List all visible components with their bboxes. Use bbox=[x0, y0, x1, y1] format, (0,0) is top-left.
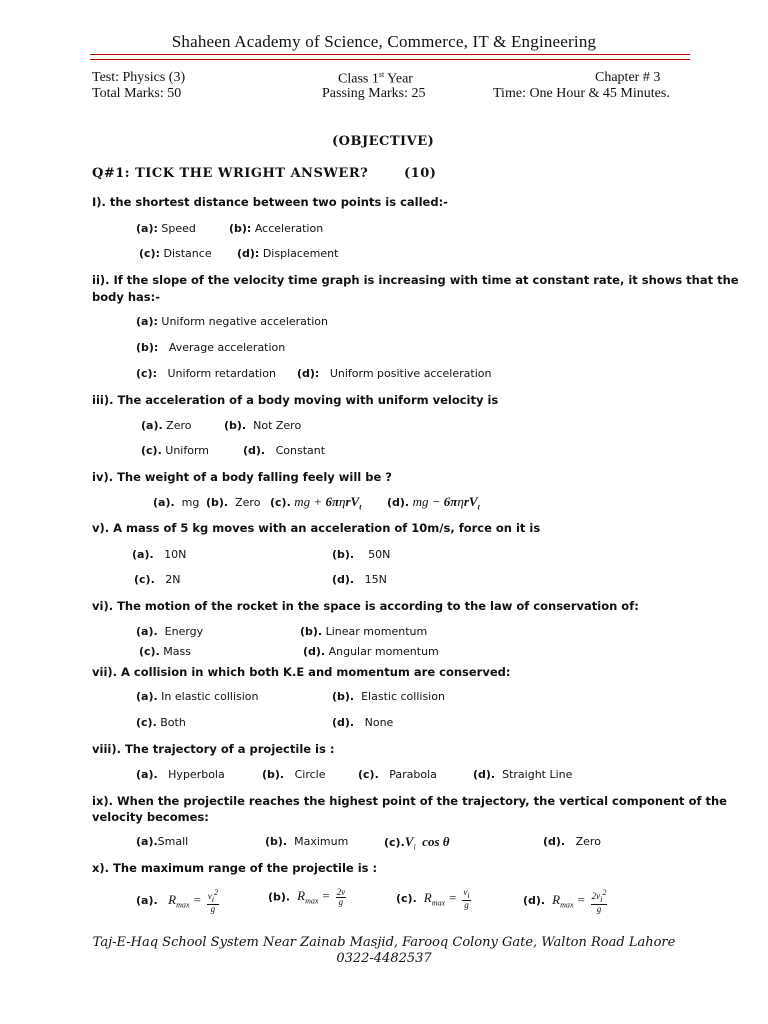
option-d: (d). Straight Line bbox=[473, 768, 573, 781]
option-a: (a).Small bbox=[136, 835, 189, 848]
option-a: (a). 10N bbox=[132, 548, 187, 561]
option-c: (c). mg + 6πηrV$_t$ bbox=[270, 494, 362, 512]
option-d: (d): Displacement bbox=[237, 247, 339, 260]
formula-d: mg − 6πηrV$_t$ bbox=[412, 494, 480, 512]
option-b: (b). Circle bbox=[262, 768, 326, 781]
question-7: vii). A collision in which both K.E and momentum are conserved: bbox=[92, 665, 511, 679]
option-a: (a). Zero bbox=[141, 419, 192, 432]
option-c: (c). Parabola bbox=[358, 768, 437, 781]
section-title: (OBJECTIVE) bbox=[332, 134, 435, 149]
option-b: (b). Not Zero bbox=[224, 419, 302, 432]
option-d: (d). mg − 6πηrV$_t$ bbox=[387, 494, 480, 512]
option-a: (a). $R_{max}$ = $\frac{v_i^2}{g}$ bbox=[136, 888, 221, 914]
footer-phone: 0322-4482537 bbox=[336, 951, 432, 966]
question-4: iv). The weight of a body falling feely will be ? bbox=[92, 470, 392, 484]
question-2: ii). If the slope of the velocity time graph is increasing with time at constant rate, it shows that the bbox=[92, 273, 739, 287]
question-3: iii). The acceleration of a body moving with uniform velocity is bbox=[92, 393, 499, 407]
option-b: (b). Maximum bbox=[265, 835, 349, 848]
option-c: (c). Uniform bbox=[141, 444, 209, 457]
option-a: (a): Speed bbox=[136, 222, 196, 235]
option-a: (a). Hyperbola bbox=[136, 768, 225, 781]
question-1: I). the shortest distance between two points is called:- bbox=[92, 195, 448, 209]
q1-heading: Q#1: TICK THE WRIGHT ANSWER? bbox=[92, 166, 369, 181]
option-d: (d). Angular momentum bbox=[303, 645, 439, 658]
q1-marks: (10) bbox=[404, 166, 437, 181]
option-d: (d). Zero bbox=[543, 835, 601, 848]
class-year: Class 1st Year bbox=[338, 70, 413, 87]
chapter-number: Chapter # 3 bbox=[595, 70, 661, 85]
formula-d: $R_{max}$ = $\frac{2v_i^2}{g}$ bbox=[552, 888, 607, 914]
question-10: x). The maximum range of the projectile is : bbox=[92, 861, 378, 875]
option-d: (d). 15N bbox=[332, 573, 387, 586]
question-9: ix). When the projectile reaches the highest point of the trajectory, the vertical component of the bbox=[92, 794, 727, 808]
option-b: (b): Acceleration bbox=[229, 222, 324, 235]
option-a: (a): Uniform negative acceleration bbox=[136, 315, 328, 328]
header-divider bbox=[90, 54, 690, 60]
option-d: (d): Uniform positive acceleration bbox=[297, 367, 492, 380]
option-c: (c): Uniform retardation bbox=[136, 367, 276, 380]
option-c: (c). $R_{max}$ = $\frac{v_i}{g}$ bbox=[396, 888, 473, 910]
academy-title: Shaheen Academy of Science, Commerce, IT & Engineering bbox=[171, 32, 597, 51]
question-2-cont: body has:- bbox=[92, 290, 161, 304]
option-b: (b): Average acceleration bbox=[136, 341, 286, 354]
option-d: (d). None bbox=[332, 716, 394, 729]
option-a: (a). Energy bbox=[136, 625, 204, 638]
option-c: $(c).V_i$ cos θ bbox=[384, 834, 450, 852]
option-b: (b). 50N bbox=[332, 548, 391, 561]
option-c: (c): Distance bbox=[139, 247, 212, 260]
option-c: (c). Mass bbox=[139, 645, 191, 658]
test-subject: Test: Physics (3) bbox=[92, 70, 186, 85]
passing-marks: Passing Marks: 25 bbox=[322, 86, 426, 101]
formula-b: $R_{max}$ = $\frac{2v}{g}$ bbox=[297, 887, 346, 907]
option-b: (b). $R_{max}$ = $\frac{2v}{g}$ bbox=[268, 888, 348, 907]
footer-address: Taj-E-Haq School System Near Zainab Masjid, Farooq Colony Gate, Walton Road Lahore bbox=[92, 935, 676, 950]
option-c: (c). 2N bbox=[134, 573, 181, 586]
option-d: (d). Constant bbox=[243, 444, 326, 457]
option-b: (b). Zero bbox=[206, 496, 261, 509]
total-marks: Total Marks: 50 bbox=[92, 86, 182, 101]
time-limit: Time: One Hour & 45 Minutes. bbox=[493, 86, 670, 101]
formula-c: $R_{max}$ = $\frac{v_i}{g}$ bbox=[423, 887, 470, 910]
question-8: viii). The trajectory of a projectile is : bbox=[92, 742, 335, 756]
question-9-cont: velocity becomes: bbox=[92, 810, 209, 824]
option-b: (b). Linear momentum bbox=[300, 625, 428, 638]
option-a: (a). mg bbox=[153, 496, 200, 509]
formula-c: $V_i$ cos θ bbox=[404, 834, 450, 852]
question-5: v). A mass of 5 kg moves with an acceleration of 10m/s, force on it is bbox=[92, 521, 541, 535]
question-6: vi). The motion of the rocket in the space is according to the law of conservation of: bbox=[92, 599, 639, 613]
option-b: (b). Elastic collision bbox=[332, 690, 445, 703]
formula-c: mg + 6πηrV$_t$ bbox=[294, 494, 362, 512]
formula-a: $R_{max}$ = $\frac{v_i^2}{g}$ bbox=[168, 888, 218, 914]
option-d: (d). $R_{max}$ = $\frac{2v_i^2}{g}$ bbox=[523, 888, 609, 914]
option-c: (c). Both bbox=[136, 716, 186, 729]
option-a: (a). In elastic collision bbox=[136, 690, 259, 703]
